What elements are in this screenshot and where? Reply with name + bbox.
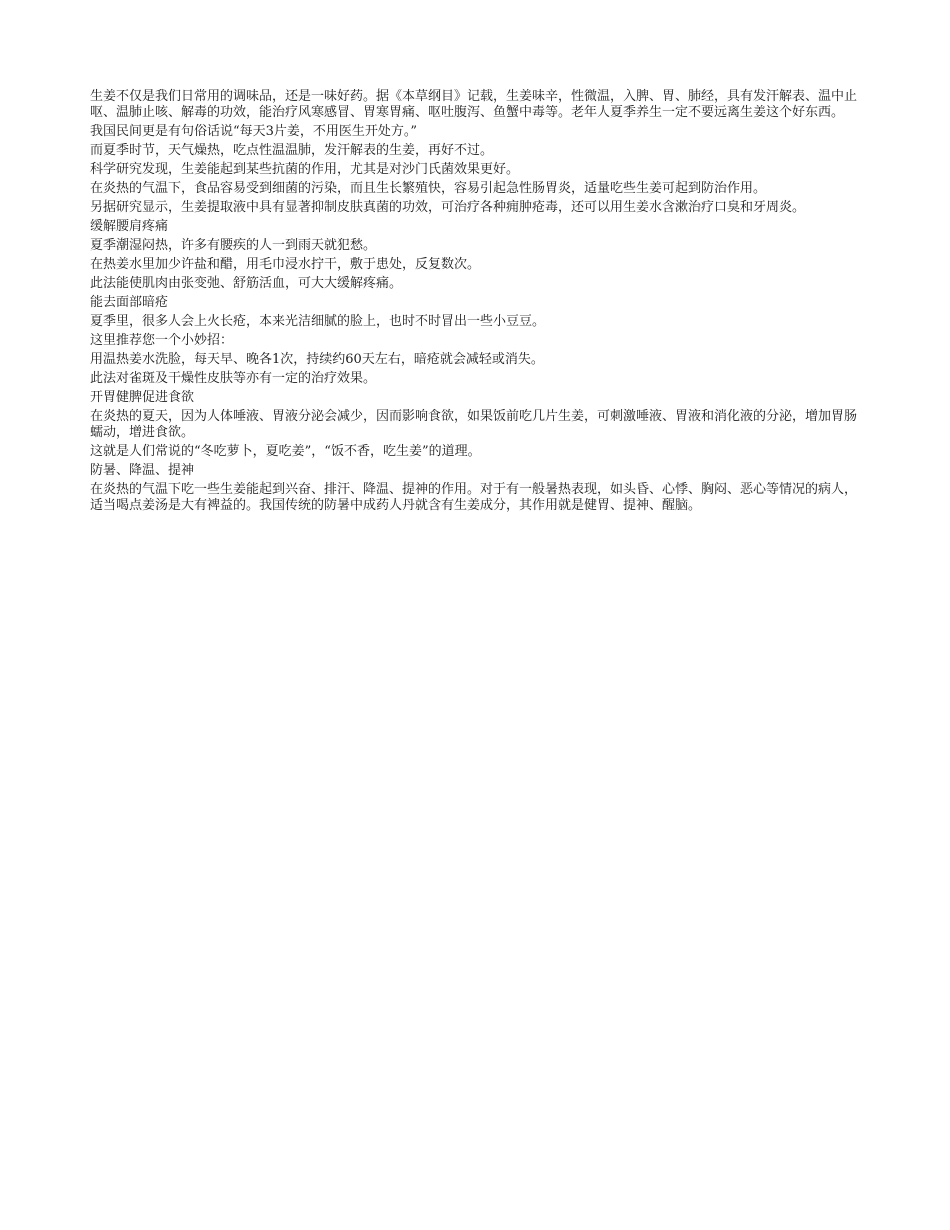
section-heading-appetite: 开胃健脾促进食欲 [90, 390, 195, 405]
section-heading-heatstroke: 防暑、降温、提神 [90, 463, 195, 478]
paragraph-heatstroke-1: 在炎热的气温下吃一些生姜能起到兴奋、排汗、降温、提神的作用。对于有一般暑热表现，如头昏、心悸、胸闷、恶心等情况的病人，适当喝点姜汤是大有裨益的。我国传统的防暑中成药人丹就含有生姜成分，其作用就是健胃、提神、醒脑。 [90, 482, 858, 513]
paragraph-appetite-1: 在炎热的夏天，因为人体唾液、胃液分泌会减少，因而影响食欲，如果饭前吃几片生姜，可刺激唾液、胃液和消化液的分泌，增加胃肠蠕动，增进食欲。 [90, 409, 858, 440]
paragraph-proverb: 我国民间更是有句俗话说“每天3片姜，不用医生开处方。” [90, 124, 418, 139]
paragraph-fungus: 另据研究显示，生姜提取液中具有显著抑制皮肤真菌的功效，可治疗各种痈肿疮毒，还可以用生姜水含漱治疗口臭和牙周炎。 [90, 200, 806, 215]
paragraph-acne-2: 这里推荐您一个小妙招： [90, 333, 234, 348]
paragraph-acne-4: 此法对雀斑及干燥性皮肤等亦有一定的治疗效果。 [90, 371, 377, 386]
paragraph-appetite-2: 这就是人们常说的“冬吃萝卜，夏吃姜”，“饭不香，吃生姜”的道理。 [90, 444, 481, 459]
paragraph-back-pain-3: 此法能使肌肉由张变弛、舒筋活血，可大大缓解疼痛。 [90, 276, 403, 291]
paragraph-acne-1: 夏季里，很多人会上火长疮，本来光洁细腻的脸上，也时不时冒出一些小豆豆。 [90, 314, 546, 329]
section-heading-back-pain: 缓解腰肩疼痛 [90, 219, 169, 234]
paragraph-intro: 生姜不仅是我们日常用的调味品，还是一味好药。据《本草纲目》记载，生姜味辛，性微温，入脾、胃、肺经，具有发汗解表、温中止呕、温肺止咳、解毒的功效，能治疗风寒感冒、胃寒胃痛、呕吐腹泻、鱼蟹中毒等。老年人夏季养生一定不要远离生姜这个好东西。 [90, 89, 858, 120]
paragraph-research: 科学研究发现，生姜能起到某些抗菌的作用，尤其是对沙门氏菌效果更好。 [90, 162, 520, 177]
paragraph-bacteria: 在炎热的气温下，食品容易受到细菌的污染，而且生长繁殖快，容易引起急性肠胃炎，适量吃些生姜可起到防治作用。 [90, 181, 767, 196]
paragraph-back-pain-2: 在热姜水里加少许盐和醋，用毛巾浸水拧干，敷于患处，反复数次。 [90, 257, 481, 272]
paragraph-back-pain-1: 夏季潮湿闷热，许多有腰疾的人一到雨天就犯愁。 [90, 238, 377, 253]
document-body [90, 89, 862, 517]
section-heading-acne: 能去面部暗疮 [90, 295, 169, 310]
paragraph-summer: 而夏季时节，天气燥热，吃点性温温肺，发汗解表的生姜，再好不过。 [90, 143, 494, 158]
paragraph-acne-3: 用温热姜水洗脸，每天早、晚各1次，持续约60天左右，暗疮就会减轻或消失。 [90, 352, 544, 367]
